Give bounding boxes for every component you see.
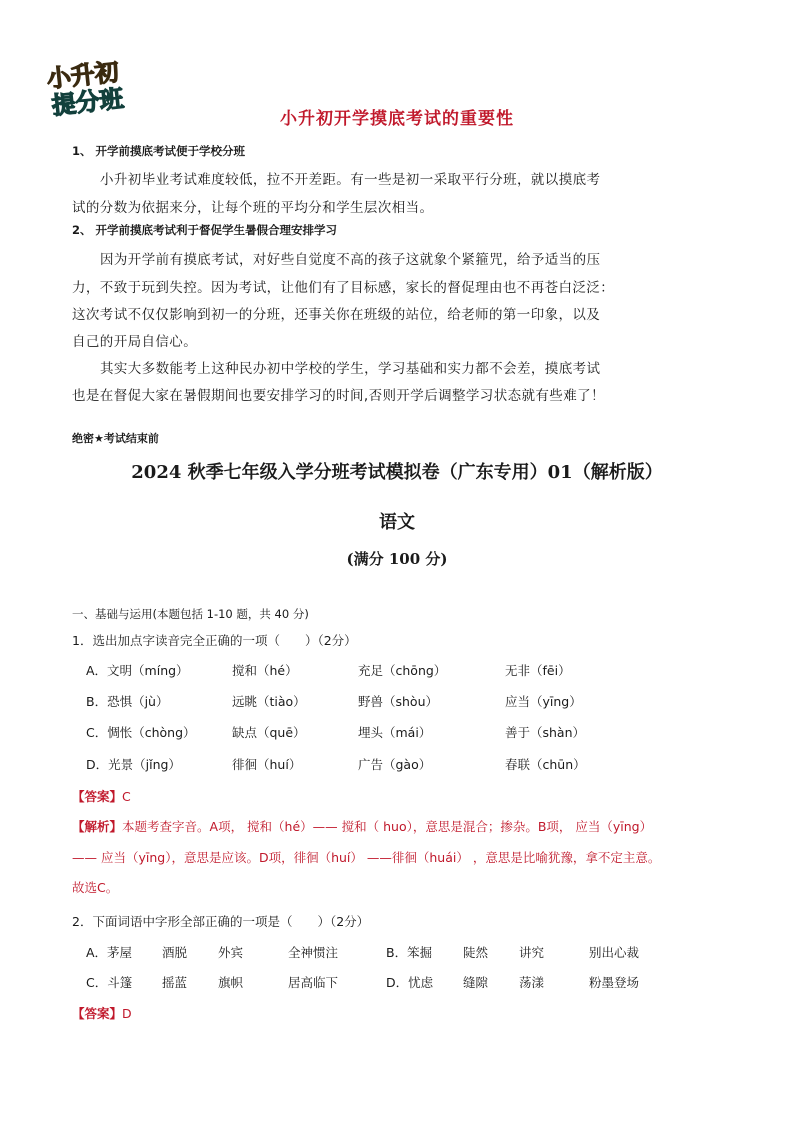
q1-analysis-line-2: —— 应当（yīng），意思是应该。D项，徘徊（huí） ——徘徊（huái） ，意思是比喻犹豫，拿不定主意。 [72,850,661,865]
q1-answer [72,787,131,805]
q1-option-d-2: 徘徊（huí） [232,757,302,772]
answer-label: 【答案】 [72,1006,123,1021]
q2-option-d-4: 粉墨登场 [589,975,640,990]
answer-label: 【答案】 [72,789,123,804]
q2-option-b-3: 讲究 [519,945,545,960]
q1-option-d-4: 春联（chūn） [505,757,586,772]
s2-line-2: 力，不致于玩到失控。因为考试，让他们有了目标感，家长的督促理由也不再苍白泛泛： [72,280,615,296]
q1-option-a-1: A．文明（míng） [86,663,189,678]
q2-option-c-4: 居高临下 [288,975,339,990]
q1-option-b-1: B．恐惧（jù） [86,694,169,709]
q2-option-a-3: 外宾 [218,945,244,960]
s1-line-1: 小升初毕业考试难度较低，拉不开差距。有一些是初一采取平行分班，就以摸底考 [100,172,601,188]
logo-text-top: 小升初 [45,57,121,94]
logo-text-bottom: 提分班 [50,84,125,117]
q1-option-d-1: D．光景（jǐng） [86,757,181,772]
s3-line-2: 也是在督促大家在暑假期间也要安排学习的时间,否则开学后调整学习状态就有些难了！ [72,388,605,404]
q1-option-a-2: 搅和（hé） [232,663,298,678]
q1-option-a-4: 无非（fēi） [505,663,571,678]
q2-option-d-2: 缝隙 [463,975,489,990]
answer-value: C [122,789,131,804]
q2-option-c-3: 旗帜 [218,975,244,990]
q2-stem: 2．下面词语中字形全部正确的一项是（ ）（2分） [72,914,370,929]
section-2-heading: 2、 开学前摸底考试利于督促学生暑假合理安排学习 [72,223,338,237]
q1-option-c-2: 缺点（quē） [232,725,306,740]
s1-line-2: 试的分数为依据来分，让每个班的平均分和学生层次相当。 [72,200,434,216]
subject-title: 语文 [379,512,415,533]
q1-option-c-1: C．惆怅（chòng） [86,725,196,740]
intro-title: 小升初开学摸底考试的重要性 [280,109,514,129]
q1-option-b-2: 远眺（tiào） [232,694,306,709]
q2-option-c-2: 摇蓝 [162,975,188,990]
q2-option-c-1: C．斗篷 [86,975,133,990]
analysis-label: 【解析】 [72,819,123,834]
q1-analysis-line-1 [72,817,652,835]
q2-option-d-1: D．忧虑 [386,975,434,990]
s2-line-3: 这次考试不仅仅影响到初一的分班，还事关你在班级的站位，给老师的第一印象，以及 [72,307,601,323]
secret-label: 绝密★考试结束前 [72,432,159,445]
q2-option-a-2: 酒脱 [162,945,188,960]
analysis-text-1: 本题考查字音。A项， 搅和（hé）—— 搅和（ huo），意思是混合；掺杂。B项， 应当（yīng） [122,819,653,834]
q2-option-b-4: 别出心裁 [589,945,640,960]
exam-title: 2024 秋季七年级入学分班考试模拟卷（广东专用）01（解析版） [131,462,663,483]
q1-option-a-3: 充足（chōng） [358,663,447,678]
s2-line-4: 自己的开局自信心。 [72,334,198,350]
q1-option-b-4: 应当（yīng） [505,694,582,709]
q1-stem: 1．选出加点字读音完全正确的一项（ ）（2分） [72,633,357,648]
answer-value: D [122,1006,132,1021]
q1-option-c-3: 埋头（mái） [358,725,432,740]
q2-option-a-1: A．茅屋 [86,945,133,960]
s3-line-1: 其实大多数能考上这种民办初中学校的学生，学习基础和实力都不会差，摸底考试 [100,361,601,377]
section-1-title: 一、基础与运用(本题包括 1-10 题，共 40 分) [72,607,309,621]
s2-line-1: 因为开学前有摸底考试，对好些自觉度不高的孩子这就象个紧箍咒，给予适当的压 [100,252,601,268]
q2-option-a-4: 全神惯注 [288,945,339,960]
q1-option-c-4: 善于（shàn） [505,725,586,740]
q2-option-b-2: 陡然 [463,945,489,960]
q2-option-b-1: B．笨掘 [386,945,433,960]
q2-answer [72,1004,132,1022]
q1-option-b-3: 野兽（shòu） [358,694,439,709]
full-score: (满分 100 分) [346,550,448,568]
q2-option-d-3: 荡漾 [519,975,545,990]
q1-option-d-3: 广告（gào） [358,757,432,772]
q1-analysis-line-3: 故选C。 [72,880,119,895]
section-1-heading: 1、 开学前摸底考试便于学校分班 [72,144,246,158]
